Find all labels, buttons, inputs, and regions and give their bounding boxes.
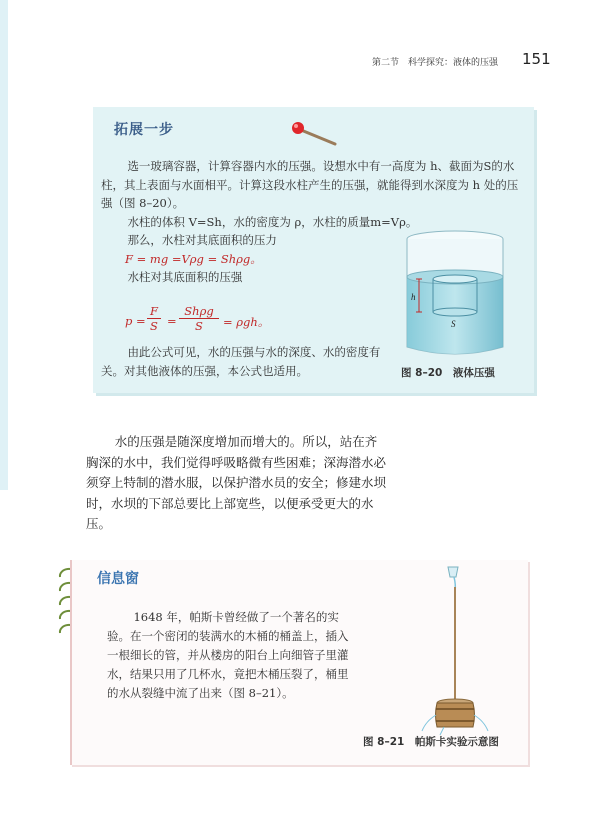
formula-tail: = ρgh。 <box>223 315 270 329</box>
force-formula: F = mg =Vρg = Shρg。 <box>125 251 262 266</box>
expand-section-box <box>93 107 534 393</box>
body-paragraph <box>86 432 386 535</box>
running-header: 第二节 科学探究：液体的压强 <box>372 58 499 68</box>
info-window-text <box>107 608 357 703</box>
pushpin-icon <box>287 118 347 148</box>
fraction-numerator: Shρg <box>179 304 219 319</box>
formula-equals: = <box>167 314 177 328</box>
body-paragraph-text: 水的压强是随深度增加而增大的。所以，站在齐胸深的水中，我们觉得呼吸略微有些困难；深海潜水必须穿上特制的潜水服，以保护潜水员的安全；修建水坝时，水坝的下部总要比上部宽些，以便承受更大的水压。 <box>86 434 387 531</box>
info-paragraph: 1648 年，帕斯卡曾经做了一个著名的实验。在一个密闭的装满水的木桶的桶盖上，插入一根细长的管，并从楼房的阳台上向细管子里灌水，结果只用了几杯水，竟把木桶压裂了，桶里的水从裂缝中流了出来（图 8–21）。 <box>107 610 349 700</box>
formula-p: p = <box>125 314 146 328</box>
expand-para-4: 水柱对其底面积的压强 <box>127 270 243 284</box>
beaker-illustration <box>399 227 511 362</box>
fraction-numerator: F <box>147 304 161 319</box>
figure-8-21-caption: 图 8–21 帕斯卡实验示意图 <box>363 736 499 748</box>
figure-8-20-caption: 图 8–20 液体压强 <box>401 367 495 379</box>
expand-para-3: 那么，水柱对其底面积的压力 <box>127 233 277 247</box>
fraction-denominator: S <box>150 319 158 333</box>
page-number: 151 <box>522 50 551 68</box>
fraction-denominator: S <box>195 319 203 333</box>
pressure-formula <box>125 304 295 344</box>
info-window-box <box>70 560 528 765</box>
expand-section-title: 拓展一步 <box>114 122 174 138</box>
page-margin-strip <box>0 0 8 490</box>
fraction-shpg-over-s <box>179 304 219 333</box>
expand-para-1: 选一玻璃容器，计算容器内水的压强。设想水中有一高度为 h、截面为S的水柱，其上表面与水面相平。计算这段水柱产生的压强，就能得到水深度为 h 处的压强（图 8–20）。 <box>101 159 519 210</box>
expand-para-5: 由此公式可见，水的压强与水的深度、水的密度有关。对其他液体的压强，本公式也适用。 <box>101 345 381 378</box>
pascal-barrel-illustration <box>412 565 492 735</box>
expand-para-2: 水柱的体积 V=Sh，水的密度为 ρ，水柱的质量m=Vρ。 <box>127 214 418 229</box>
fraction-f-over-s <box>147 304 161 333</box>
label-s: S <box>451 319 456 329</box>
label-h: h <box>411 292 416 302</box>
info-window-title: 信息窗 <box>97 571 139 587</box>
